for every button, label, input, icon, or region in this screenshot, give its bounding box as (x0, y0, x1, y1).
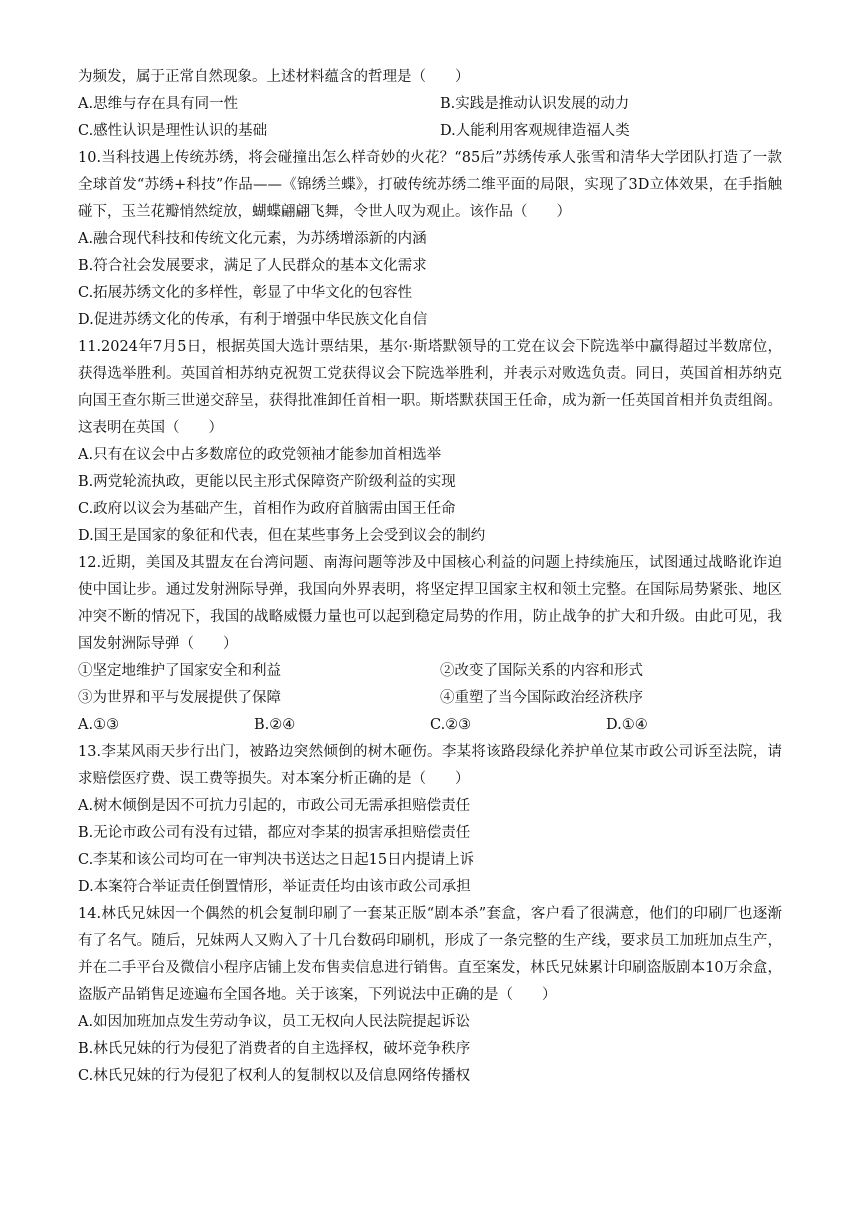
q12-option-d: D.①④ (606, 717, 648, 733)
exam-page (78, 64, 782, 1090)
q9-option-d: D.人能利用客观规律造福人类 (440, 123, 630, 139)
q14-option-b: B.林氏兄妹的行为侵犯了消费者的自主选择权，破坏竞争秩序 (78, 1041, 471, 1057)
q14-stem: 14.林氏兄妹因一个偶然的机会复制印刷了一套某正版“剧本杀”套盒，客户看了很满意，他们的印刷厂也逐渐有了名气。随后，兄妹两人又购入了十几台数码印刷机，形成了一条完整的生产线，要求员工加班加点生产，并在二手平台及微信小程序店铺上发布售卖信息进行销售。直至案发，林氏兄妹累计印刷盗版剧本10万余盒，盗版产品销售足迹遍布全国各地。关于该案，下列说法中正确的是（ ） (78, 906, 782, 1003)
q12-options-row (78, 712, 782, 739)
q12-statement-2: ②改变了国际关系的内容和形式 (440, 663, 643, 679)
q10-stem: 10.当科技遇上传统苏绣，将会碰撞出怎么样奇妙的火花？“85后”苏绣传承人张雪和清华大学团队打造了一款全球首发“苏绣+科技”作品——《锦绣兰蝶》，打破传统苏绣二维平面的局限，实现了3D立体效果，在手指触碰下，玉兰花瓣悄然绽放，蝴蝶翩翩飞舞，令世人叹为观止。该作品（ ） (78, 150, 782, 220)
q10-option-b: B.符合社会发展要求，满足了人民群众的基本文化需求 (78, 258, 427, 274)
q13-option-b: B.无论市政公司有没有过错，都应对李某的损害承担赔偿责任 (78, 825, 471, 841)
q12-statement-3: ③为世界和平与发展提供了保障 (78, 690, 281, 706)
q11-option-a: A.只有在议会中占多数席位的政党领袖才能参加首相选举 (78, 447, 442, 463)
q10-option-d: D.促进苏绣文化的传承，有利于增强中华民族文化自信 (78, 312, 428, 328)
q11-stem: 11.2024年7月5日，根据英国大选计票结果，基尔·斯塔默领导的工党在议会下院选举中赢得超过半数席位，获得选举胜利。英国首相苏纳克祝贺工党获得议会下院选举胜利，并表示对败选负责。同日，英国首相苏纳克向国王查尔斯三世递交辞呈，获得批准卸任首相一职。斯塔默获国王任命，成为新一任英国首相并负责组阁。这表明在英国（ ） (78, 339, 782, 436)
q11-option-c: C.政府以议会为基础产生，首相作为政府首脑需由国王任命 (78, 501, 456, 517)
q9-option-b: B.实践是推动认识发展的动力 (440, 96, 630, 112)
q13-option-a: A.树木倾倒是因不可抗力引起的，市政公司无需承担赔偿责任 (78, 798, 471, 814)
q13-option-d: D.本案符合举证责任倒置情形，举证责任均由该市政公司承担 (78, 879, 471, 895)
q14-option-c: C.林氏兄妹的行为侵犯了权利人的复制权以及信息网络传播权 (78, 1068, 471, 1084)
q12-statement-1: ①坚定地维护了国家安全和利益 (78, 663, 281, 679)
q12-option-c: C.②③ (430, 717, 472, 733)
q12-option-b: B.②④ (254, 717, 296, 733)
q12-stem: 12.近期，美国及其盟友在台湾问题、南海问题等涉及中国核心利益的问题上持续施压，试图通过战略讹诈迫使中国让步。通过发射洲际导弹，我国向外界表明，将坚定捍卫国家主权和领土完整。在国际局势紧张、地区冲突不断的情况下，我国的战略威慑力量也可以起到稳定局势的作用，防止战争的扩大和升级。由此可见，我国发射洲际导弹（ ） (78, 555, 782, 652)
q13-stem: 13.李某风雨天步行出门，被路边突然倾倒的树木砸伤。李某将该路段绿化养护单位某市政公司诉至法院，请求赔偿医疗费、误工费等损失。对本案分析正确的是（ ） (78, 744, 782, 787)
q14-option-a: A.如因加班加点发生劳动争议，员工无权向人民法院提起诉讼 (78, 1014, 471, 1030)
q11-option-d: D.国王是国家的象征和代表，但在某些事务上会受到议会的制约 (78, 528, 486, 544)
q10-option-c: C.拓展苏绣文化的多样性，彰显了中华文化的包容性 (78, 285, 413, 301)
q13-option-c: C.李某和该公司均可在一审判决书送达之日起15日内提请上诉 (78, 852, 475, 868)
q10-option-a: A.融合现代科技和传统文化元素，为苏绣增添新的内涵 (78, 231, 427, 247)
q9-options-row-1 (78, 91, 782, 118)
q9-options-row-2 (78, 118, 782, 145)
q12-statements-row-1 (78, 658, 782, 685)
q9-option-a: A.思维与存在具有同一性 (78, 96, 239, 112)
q11-option-b: B.两党轮流执政，更能以民主形式保障资产阶级利益的实现 (78, 474, 456, 490)
q9-option-c: C.感性认识是理性认识的基础 (78, 123, 268, 139)
q9-stem-tail: 为频发，属于正常自然现象。上述材料蕴含的哲理是（ ） (78, 69, 470, 85)
q12-option-a: A.①③ (78, 717, 120, 733)
q12-statement-4: ④重塑了当今国际政治经济秩序 (440, 690, 643, 706)
q12-statements-row-2 (78, 685, 782, 712)
